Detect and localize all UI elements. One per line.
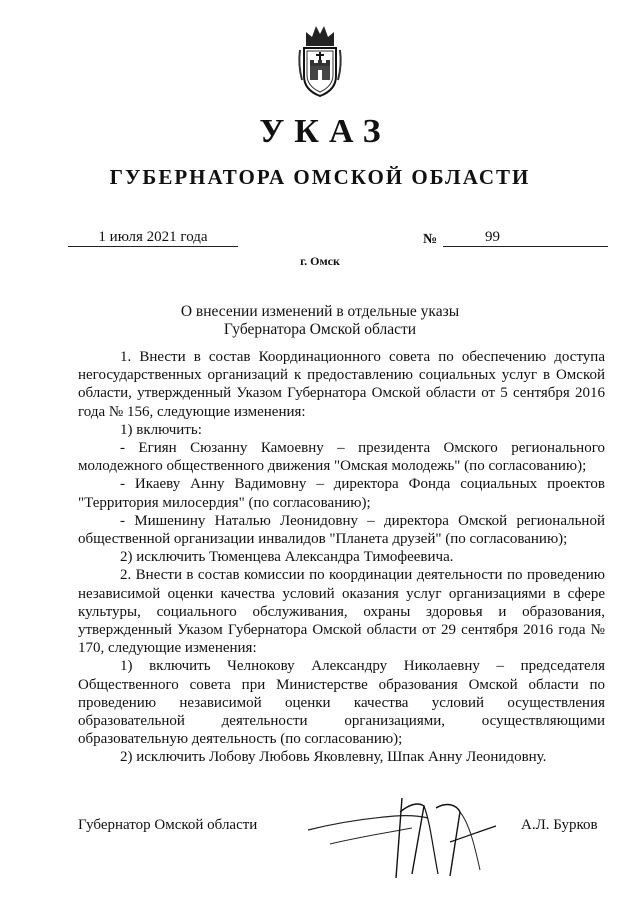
- decree-date: 1 июля 2021 года: [68, 228, 238, 247]
- body-paragraph: 1) включить:: [120, 421, 202, 438]
- body-paragraph: 2. Внести в состав комиссии по координации деятельности по проведению независимой оценки качества условий оказания услуг организациями в сфере культуры, социального обслуживания, охраны здоровья и образования, утвержденный Указом Губернатора Омской области от 29 сентября 2016 года № 170, следующие изменения:: [78, 567, 605, 657]
- coat-of-arms-icon: [296, 20, 344, 100]
- city-label: г. Омск: [300, 254, 340, 268]
- body-paragraph: 2) исключить Тюменцева Александра Тимофеевича.: [120, 549, 454, 566]
- decree-subject: [0, 303, 640, 339]
- decree-number: 99: [485, 229, 500, 245]
- handwritten-signature-icon: [300, 782, 520, 882]
- body-paragraph: 1) включить Челнокову Александру Николаевну – председателя Общественного совета при Министерстве образования Омской области по проведению независимой оценки качества условий осуществления образовательной деятельности организациями, осуществляющими образовательную деятельность (по согласованию);: [78, 658, 605, 748]
- body-paragraph: 2) исключить Лобову Любовь Яковлевну, Шпак Анну Леонидовну.: [120, 749, 547, 766]
- signatory-name: А.Л. Бурков: [521, 817, 598, 833]
- decree-number-field: [443, 228, 608, 247]
- body-paragraph: - Мишенину Наталью Леонидовну – директора Омской региональной общественной организации инвалидов "Планета друзей" (по согласованию);: [78, 512, 605, 548]
- number-label: №: [423, 232, 438, 247]
- body-paragraph: 1. Внести в состав Координационного совета по обеспечению доступа негосударственных организаций к предоставлению социальных услуг в Омской области, утвержденный Указом Губернатора Омской области от 5 сентября 2016 года № 156, следующие изменения:: [78, 349, 605, 420]
- document-title: УКАЗ: [259, 113, 391, 150]
- signatory-position: Губернатор Омской области: [78, 817, 258, 833]
- document-subtitle: ГУБЕРНАТОРА ОМСКОЙ ОБЛАСТИ: [109, 165, 531, 189]
- subject-line-2: Губернатора Омской области: [223, 321, 417, 338]
- decree-body: [78, 348, 605, 767]
- subject-line-1: О внесении изменений в отдельные указы: [180, 303, 460, 320]
- body-paragraph: - Икаеву Анну Вадимовну – директора Фонда социальных проектов "Территория милосердия" (по согласованию);: [78, 476, 605, 511]
- body-paragraph: - Егиян Сюзанну Камоевну – президента Омского регионального молодежного общественного движения "Омская молодежь" (по согласованию);: [78, 440, 605, 475]
